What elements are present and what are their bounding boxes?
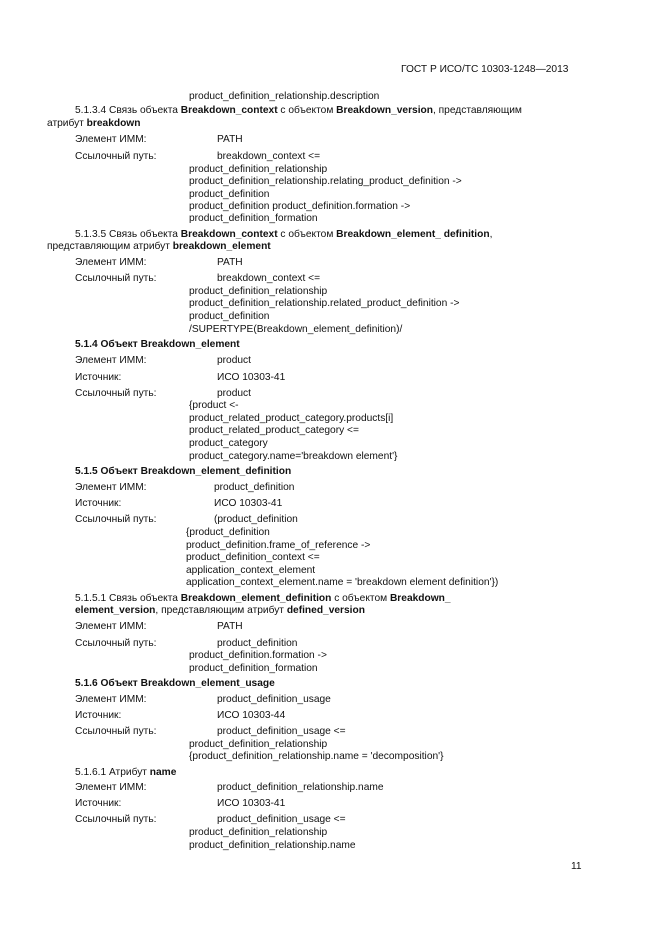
ref-path-line: product_definition.formation ->	[189, 650, 327, 661]
ref-path-line: application_context_element.name = 'breakdown element definition'})	[186, 577, 499, 588]
ref-path-line: product_definition_usage <=	[217, 726, 346, 737]
ref-path-line: product_related_product_category <=	[189, 425, 359, 436]
element-value: PATH	[217, 134, 243, 145]
section-heading-5-1-3-4: 5.1.3.4 Связь объекта Breakdown_context с объектом Breakdown_version, представляющим	[75, 105, 522, 116]
ref-path-line: product_definition_relationship.relating_product_definition ->	[189, 176, 462, 187]
page-number: 11	[571, 861, 582, 872]
ref-path-line: breakdown_context <=	[217, 273, 321, 284]
element-value: product_definition	[214, 482, 295, 493]
section-heading-continuation: атрибут breakdown	[47, 118, 141, 129]
ref-label: Ссылочный путь:	[75, 638, 157, 649]
ref-label: Ссылочный путь:	[75, 388, 157, 399]
element-label: Элемент ИММ:	[75, 621, 147, 632]
source-value: ИСО 10303-41	[214, 498, 283, 509]
element-value: PATH	[217, 621, 243, 632]
ref-path-line: product_definition_formation	[189, 213, 318, 224]
ref-path-line: product_definition_formation	[189, 663, 318, 674]
ref-path-line: {product <-	[189, 400, 239, 411]
ref-path-line: product_definition_relationship.related_product_definition ->	[189, 298, 460, 309]
ref-path-line: product_definition_relationship	[189, 164, 328, 175]
ref-path-line: product_definition_context <=	[186, 552, 320, 563]
ref-path-line: product_definition_relationship	[189, 827, 328, 838]
ref-path-line: product_definition_relationship.name	[189, 840, 356, 851]
element-label: Элемент ИММ:	[75, 482, 147, 493]
section-heading-5-1-6-1: 5.1.6.1 Атрибут name	[75, 767, 177, 778]
ref-path-line: product_definition product_definition.formation ->	[189, 201, 411, 212]
section-heading-5-1-4: 5.1.4 Объект Breakdown_element	[75, 339, 240, 350]
ref-path-line: (product_definition	[214, 514, 298, 525]
element-label: Элемент ИММ:	[75, 355, 147, 366]
ref-label: Ссылочный путь:	[75, 151, 157, 162]
ref-label: Ссылочный путь:	[75, 514, 157, 525]
section-heading-5-1-5: 5.1.5 Объект Breakdown_element_definition	[75, 466, 292, 477]
ref-path-line: /SUPERTYPE(Breakdown_element_definition)/	[189, 324, 403, 335]
ref-label: Ссылочный путь:	[75, 814, 157, 825]
source-label: Источник:	[75, 372, 122, 383]
section-heading-5-1-6: 5.1.6 Объект Breakdown_element_usage	[75, 678, 275, 689]
source-label: Источник:	[75, 710, 122, 721]
ref-path-line: breakdown_context <=	[217, 151, 321, 162]
ref-path-line: product_category.name='breakdown element'}	[189, 451, 398, 462]
ref-path-line: product_definition	[189, 311, 270, 322]
ref-path-line: product_definition.frame_of_reference ->	[186, 540, 371, 551]
ref-path-line: product	[217, 388, 251, 399]
ref-label: Ссылочный путь:	[75, 726, 157, 737]
ref-path-line: {product_definition	[186, 527, 270, 538]
section-heading-continuation: element_version, представляющим атрибут defined_version	[75, 605, 365, 616]
ref-path-line: product_related_product_category.products[i]	[189, 413, 394, 424]
section-heading-5-1-3-5: 5.1.3.5 Связь объекта Breakdown_context с объектом Breakdown_element_ definition,	[75, 229, 493, 240]
ref-path-line: product_definition_relationship.description	[189, 91, 380, 102]
source-value: ИСО 10303-41	[217, 798, 286, 809]
ref-path-line: product_definition	[217, 638, 298, 649]
ref-path-line: {product_definition_relationship.name = 'decomposition'}	[189, 751, 444, 762]
ref-path-line: product_definition_usage <=	[217, 814, 346, 825]
ref-path-line: product_definition_relationship	[189, 739, 328, 750]
source-value: ИСО 10303-41	[217, 372, 286, 383]
section-heading-continuation: представляющим атрибут breakdown_element	[47, 241, 271, 252]
element-label: Элемент ИММ:	[75, 134, 147, 145]
section-heading-5-1-5-1: 5.1.5.1 Связь объекта Breakdown_element_definition с объектом Breakdown_	[75, 593, 451, 604]
element-label: Элемент ИММ:	[75, 694, 147, 705]
element-value: PATH	[217, 257, 243, 268]
source-label: Источник:	[75, 798, 122, 809]
source-label: Источник:	[75, 498, 122, 509]
element-value: product	[217, 355, 251, 366]
element-label: Элемент ИММ:	[75, 782, 147, 793]
document-code: ГОСТ Р ИСО/ТС 10303-1248—2013	[401, 64, 569, 75]
ref-path-line: product_definition	[189, 189, 270, 200]
element-label: Элемент ИММ:	[75, 257, 147, 268]
ref-path-line: application_context_element	[186, 565, 316, 576]
ref-label: Ссылочный путь:	[75, 273, 157, 284]
ref-path-line: product_definition_relationship	[189, 286, 328, 297]
element-value: product_definition_relationship.name	[217, 782, 384, 793]
ref-path-line: product_category	[189, 438, 268, 449]
source-value: ИСО 10303-44	[217, 710, 286, 721]
element-value: product_definition_usage	[217, 694, 331, 705]
